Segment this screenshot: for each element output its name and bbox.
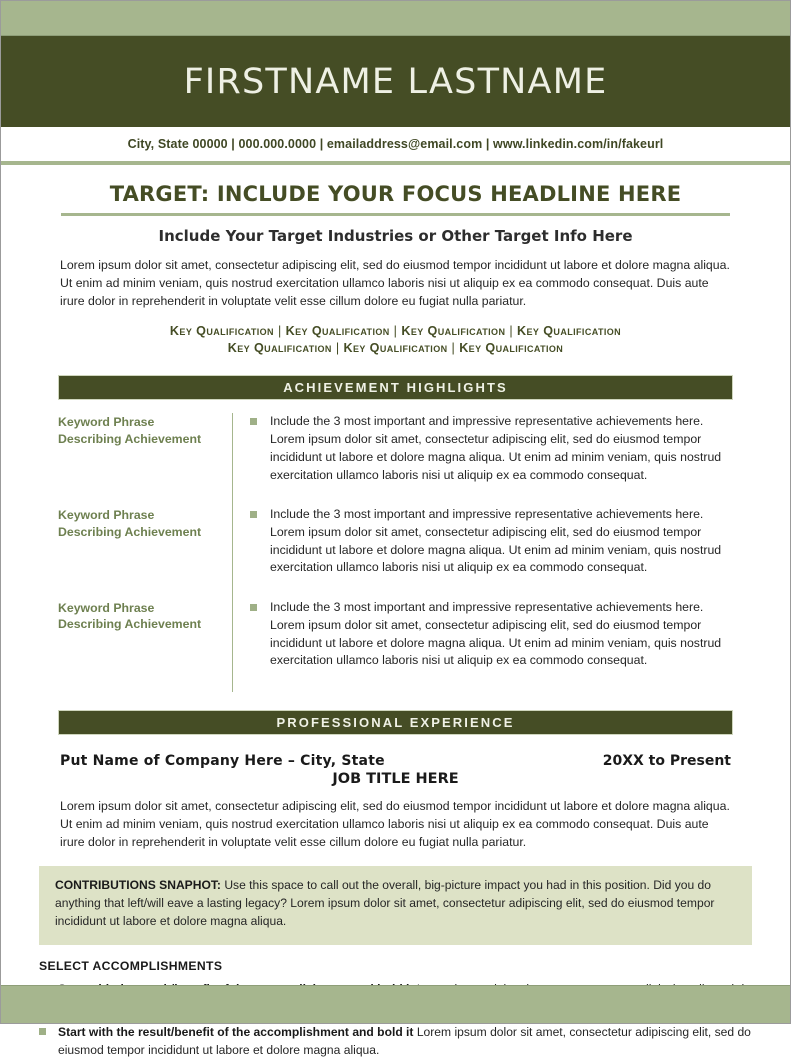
key-qualification-item: Key Qualification xyxy=(169,324,274,339)
key-qualification-item: Key Qualification xyxy=(517,324,622,339)
document-body xyxy=(1,165,790,851)
target-headline: TARGET: INCLUDE YOUR FOCUS HEADLINE HERE xyxy=(109,182,682,206)
key-qualification-separator: | xyxy=(509,324,514,339)
key-qualification-separator: | xyxy=(335,341,340,356)
square-bullet-icon xyxy=(250,418,257,425)
target-section xyxy=(58,165,733,357)
section-header-experience-label: PROFESSIONAL EXPERIENCE xyxy=(276,714,515,730)
square-bullet-icon xyxy=(250,604,257,611)
contact-line: City, State 00000 | 000.000.0000 | emailaddress@email.com | www.linkedin.com/in/fakeurl xyxy=(127,137,664,151)
bottom-accent-band xyxy=(1,985,790,1023)
key-qualification-item: Key Qualification xyxy=(401,324,506,339)
accomplishment-detail: Lorem ipsum dolor sit amet, consectetur adipiscing elit, sed do eiusmod tempor incididunt ut labore et dolore magna aliqua. xyxy=(58,1025,751,1057)
section-header-achievements-label: ACHIEVEMENT HIGHLIGHTS xyxy=(283,380,508,396)
achievement-list xyxy=(58,413,733,691)
key-qualification-separator: | xyxy=(451,341,456,356)
contributions-snapshot-label: CONTRIBUTIONS SNAPHOT: xyxy=(55,878,221,893)
key-qualification-item: Key Qualification xyxy=(459,341,564,356)
section-header-experience xyxy=(58,710,733,735)
achievement-keyword: Keyword Phrase Describing Achievement xyxy=(58,508,202,539)
achievement-text: Include the 3 most important and impressive representative achievements here. Lorem ipsum dolor sit amet, consectetur adipiscing elit, sed do eiusmod tempor incididunt ut labore et dolore magna aliqua. Ut enim ad minim veniam, quis nostrud exercitation ullamco laboris nisi ut aliquip ex ea commodo consequat. xyxy=(270,507,722,575)
section-header-achievements xyxy=(58,375,733,400)
accomplishment-item xyxy=(39,1024,752,1059)
job-header xyxy=(58,753,733,769)
achievement-row xyxy=(58,599,733,692)
key-qualifications-row-2 xyxy=(58,340,733,357)
achievement-text: Include the 3 most important and impressive representative achievements here. Lorem ipsum dolor sit amet, consectetur adipiscing elit, sed do eiusmod tempor incididunt ut labore et dolore magna aliqua. Ut enim ad minim veniam, quis nostrud exercitation ullamco laboris nisi ut aliquip ex ea commodo consequat. xyxy=(270,414,722,482)
employment-dates: 20XX to Present xyxy=(602,752,731,769)
select-accomplishments-title: SELECT ACCOMPLISHMENTS xyxy=(39,959,223,974)
job-title: JOB TITLE HERE xyxy=(332,770,459,787)
top-accent-band xyxy=(1,1,790,36)
key-qualification-separator: | xyxy=(393,324,398,339)
contributions-snapshot-body: Use this space to call out the overall, big-picture impact you had in this position. Did you do anything that left/will eave a lasting legacy? Lorem ipsum dolor sit amet, consectetur adipiscing elit, sed do eiusmod tempor incididunt ut labore et dolore magna aliqua. xyxy=(55,878,715,929)
job-description: Lorem ipsum dolor sit amet, consectetur adipiscing elit, sed do eiusmod tempor incididunt ut labore et dolore magna aliqua. Ut enim ad minim veniam, quis nostrud exercitation ullamco laboris nisi ut aliquip ex ea commodo consequat. Duis aute irure dolor in reprehenderit in voluptate velit esse cillum dolore eu fugiat nulla pariatur. xyxy=(60,798,730,849)
key-qualification-separator: | xyxy=(277,324,282,339)
achievement-body xyxy=(233,599,733,692)
achievement-keyword: Keyword Phrase Describing Achievement xyxy=(58,601,202,632)
achievement-row xyxy=(58,413,733,506)
achievement-row xyxy=(58,506,733,599)
contributions-snapshot-text xyxy=(55,877,736,931)
accomplishment-lead: Start with the result/benefit of the accomplishment and bold it xyxy=(58,1025,414,1040)
contributions-snapshot-box xyxy=(39,866,752,945)
summary-paragraph: Lorem ipsum dolor sit amet, consectetur adipiscing elit, sed do eiusmod tempor incididunt ut labore et dolore magna aliqua. Ut enim ad minim veniam, quis nostrud exercitation ullamco laboris nisi ut aliquip ex ea commodo consequat. Duis aute irure dolor in reprehenderit in voluptate velit esse cillum dolore eu fugiat nulla pariatur. xyxy=(60,258,730,308)
candidate-name: FIRSTNAME LASTNAME xyxy=(183,61,608,102)
key-qualification-item: Key Qualification xyxy=(227,341,332,356)
key-qualification-item: Key Qualification xyxy=(285,324,390,339)
contact-banner xyxy=(1,127,790,165)
achievement-keyword: Keyword Phrase Describing Achievement xyxy=(58,415,202,446)
target-divider-rule xyxy=(61,213,730,216)
achievement-text: Include the 3 most important and impressive representative achievements here. Lorem ipsum dolor sit amet, consectetur adipiscing elit, sed do eiusmod tempor incididunt ut labore et dolore magna aliqua. Ut enim ad minim veniam, quis nostrud exercitation ullamco laboris nisi ut aliquip ex ea commodo consequat. xyxy=(270,600,722,668)
square-bullet-icon xyxy=(39,1028,46,1035)
key-qualifications xyxy=(58,323,733,357)
achievement-body xyxy=(233,413,733,506)
square-bullet-icon xyxy=(250,511,257,518)
target-subheadline: Include Your Target Industries or Other Target Info Here xyxy=(158,227,633,245)
name-banner xyxy=(1,36,790,127)
key-qualifications-row-1 xyxy=(58,323,733,340)
company-name: Put Name of Company Here – City, State xyxy=(60,752,385,769)
achievement-body xyxy=(233,506,733,599)
key-qualification-item: Key Qualification xyxy=(343,341,448,356)
accomplishment-text xyxy=(58,1024,752,1059)
